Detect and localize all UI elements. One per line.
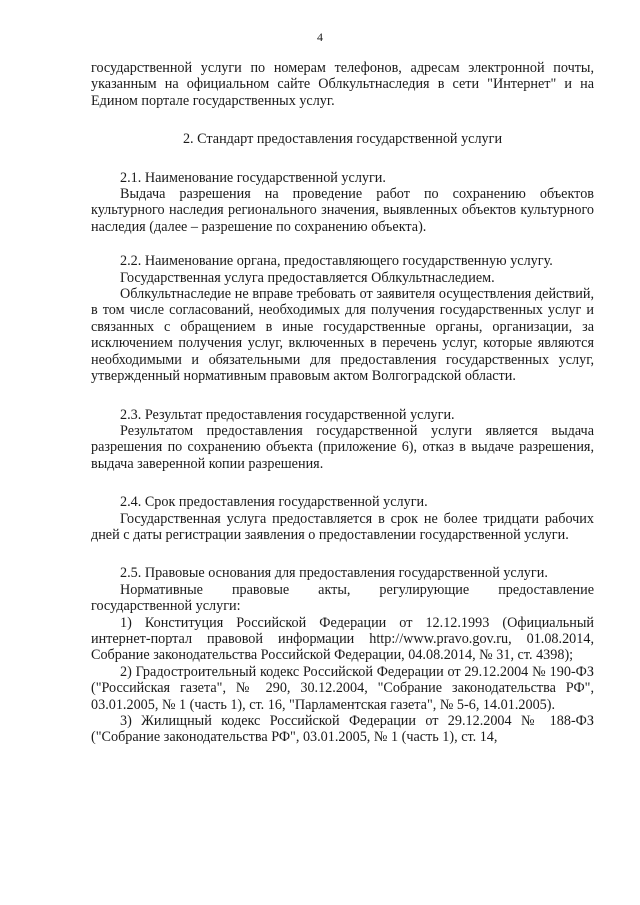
subsection-heading-2-1: 2.1. Наименование государственной услуги. [120, 169, 386, 186]
subsection-heading-2-2: 2.2. Наименование органа, предоставляющего государственную услугу. [120, 253, 553, 270]
list-item-1: 1) Конституция Российской Федерации от 12.12.1993 (Официальный интернет-портал правовой информации http://www.pravo.gov.ru, 01.08.2014, Собрание законодательства Российской Федерации, 04.08.2014, № 31, ст. 4398); [91, 614, 594, 664]
subsection-heading-2-5: 2.5. Правовые основания для предоставления государственной услуги. [120, 565, 548, 582]
list-item-2: 2) Градостроительный кодекс Российской Федерации от 29.12.2004 № 190-ФЗ ("Российская газета", № 290, 30.12.2004, "Собрание законодательства РФ", 03.01.2005, № 1 (часть 1), ст. 16, "Парламентская газета", № 5-6, 14.01.2005). [91, 663, 594, 713]
subsection-heading-2-3: 2.3. Результат предоставления государственной услуги. [120, 406, 455, 423]
paragraph-continuation: государственной услуги по номерам телефонов, адресам электронной почты, указанным на официальном сайте Облкультнаследия в сети "Интернет" и на Едином портале государственных услуг. [91, 60, 594, 109]
list-item-3: 3) Жилищный кодекс Российской Федерации от 29.12.2004 № 188-ФЗ ("Собрание законодательства РФ", 03.01.2005, № 1 (часть 1), ст. 14, [91, 713, 594, 746]
page-number: 4 [317, 30, 323, 44]
paragraph-2-3: Результатом предоставления государственной услуги является выдача разрешения по сохранению объекта (приложение 6), отказ в выдаче разрешения, выдача заверенной копии разрешения. [91, 422, 594, 472]
paragraph-2-4: Государственная услуга предоставляется в срок не более тридцати рабочих дней с даты регистрации заявления о предоставлении государственной услуги. [91, 510, 594, 543]
paragraph-2-1: Выдача разрешения на проведение работ по сохранению объектов культурного наследия регионального значения, выявленных объектов культурного наследия (далее – разрешение по сохранению объекта). [91, 186, 594, 235]
paragraph-2-2-b: Облкультнаследие не вправе требовать от заявителя осуществления действий, в том числе согласований, необходимых для получения государственных услуг и связанных с обращением в иные государственные органы, организации, за исключением получения услуг, включенных в перечень услуг, которые являются необходимыми и обязательными для предоставления государственных услуг, утвержденный нормативным правовым актом Волгоградской области. [91, 286, 594, 385]
subsection-heading-2-4: 2.4. Срок предоставления государственной услуги. [120, 494, 428, 511]
document-body [91, 60, 594, 746]
paragraph-2-2-a: Государственная услуга предоставляется Облкультнаследием. [120, 269, 495, 286]
paragraph-2-5: Нормативные правовые акты, регулирующие предоставление государственной услуги: [91, 581, 594, 615]
section-heading: 2. Стандарт предоставления государственной услуги [182, 131, 503, 148]
